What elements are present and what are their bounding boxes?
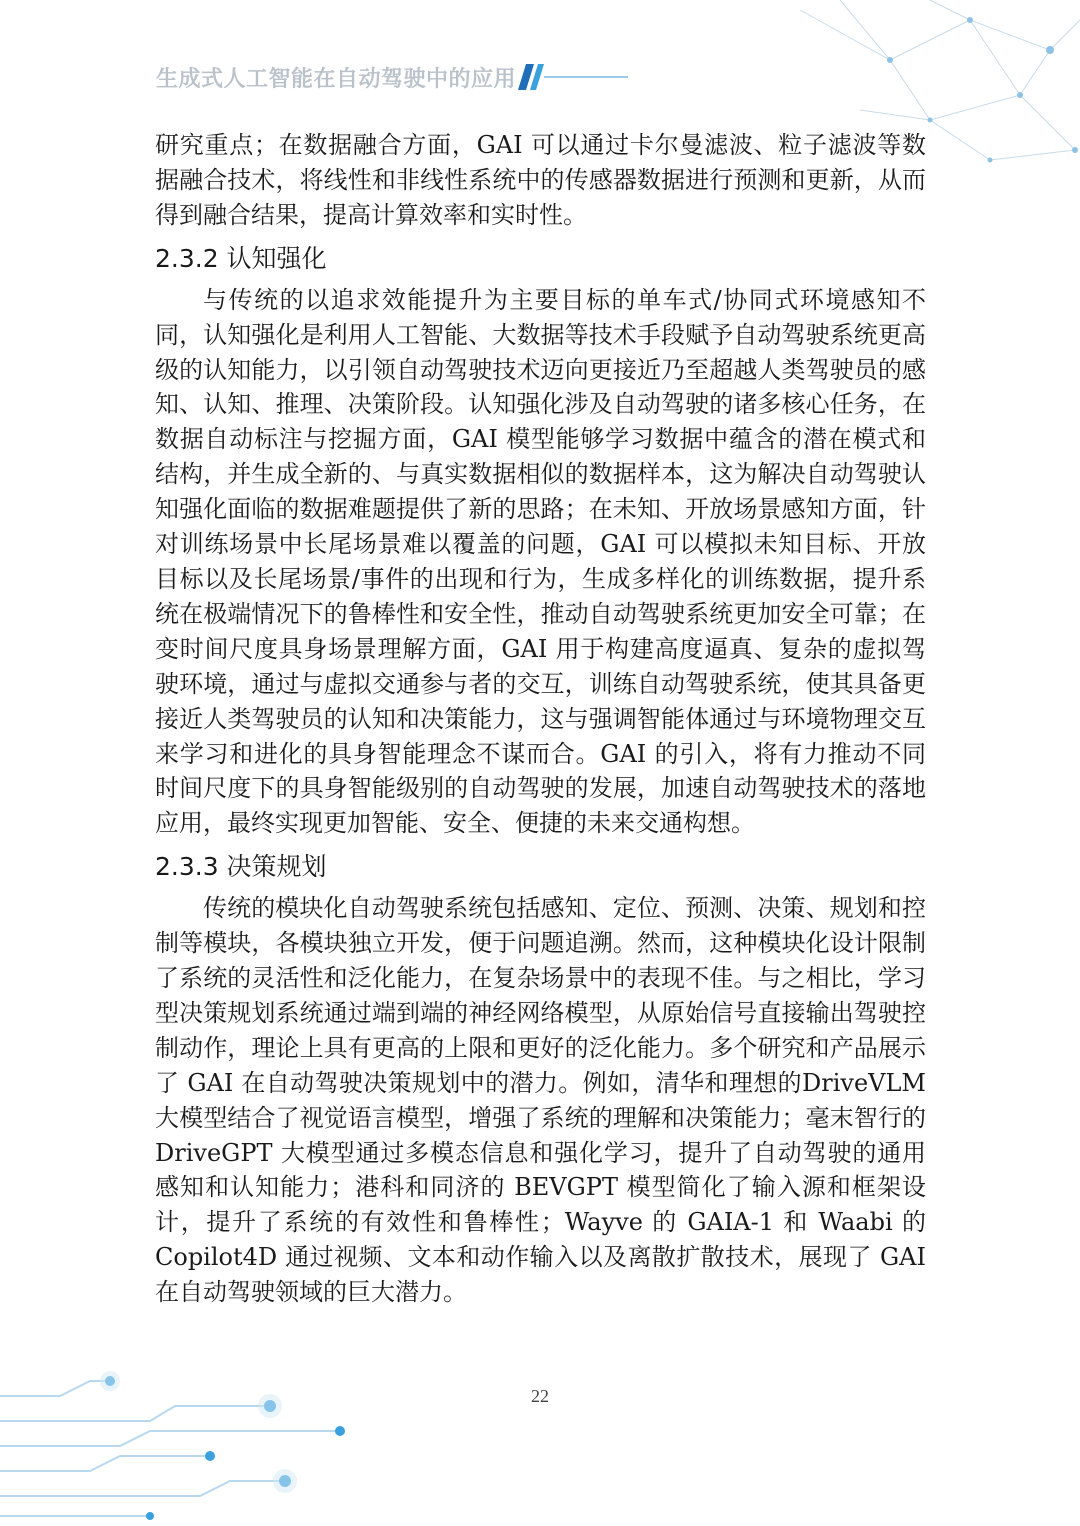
section-heading-2-3-3: 2.3.3 决策规划 <box>155 852 327 882</box>
section-2-3-2-paragraph: 与传统的以追求效能提升为主要目标的单车式/协同式环境感知不同，认知强化是利用人工智能、大数据等技术手段赋予自动驾驶系统更高级的认知能力，以引领自动驾驶技术迈向更接近乃至超越人类驾驶员的感知、认知、推理、决策阶段。认知强化涉及自动驾驶的诸多核心任务，在数据自动标注与挖掘方面，GAI 模型能够学习数据中蕴含的潜在模式和结构，并生成全新的、与真实数据相似的数据样本，这为解决自动驾驶认知强化面临的数据难题提供了新的思路；在未知、开放场景感知方面，针对训练场景中长尾场景难以覆盖的问题，GAI 可以模拟未知目标、开放目标以及长尾场景/事件的出现和行为，生成多样化的训练数据，提升系统在极端情况下的鲁棒性和安全性，推动自动驾驶系统更加安全可靠；在变时间尺度具身场景理解方面，GAI 用于构建高度逼真、复杂的虚拟驾驶环境，通过与虚拟交通参与者的交互，训练自动驾驶系统，使其具备更接近人类驾驶员的认知和决策能力，这与强调智能体通过与环境物理交互来学习和进化的具身智能理念不谋而合。GAI 的引入，将有力推动不同时间尺度下的具身智能级别的自动驾驶的发展，加速自动驾驶技术的落地应用，最终实现更加智能、安全、便捷的未来交通构想。 <box>155 285 926 838</box>
page-body <box>155 128 926 1310</box>
page-number: 22 <box>531 1386 549 1406</box>
section-heading-2-3-2: 2.3.2 认知强化 <box>155 243 327 273</box>
intro-paragraph: 研究重点；在数据融合方面，GAI 可以通过卡尔曼滤波、粒子滤波等数据融合技术，将线性和非线性系统中的传感器数据进行预测和更新，从而得到融合结果，提高计算效率和实时性。 <box>155 131 926 229</box>
section-2-3-3-paragraph: 传统的模块化自动驾驶系统包括感知、定位、预测、决策、规划和控制等模块，各模块独立开发，便于问题追溯。然而，这种模块化设计限制了系统的灵活性和泛化能力，在复杂场景中的表现不佳。与之相比，学习型决策规划系统通过端到端的神经网络模型，从原始信号直接输出驾驶控制动作，理论上具有更高的上限和更好的泛化能力。多个研究和产品展示了 GAI 在自动驾驶决策规划中的潜力。例如，清华和理想的DriveVLM 大模型结合了视觉语言模型，增强了系统的理解和决策能力；毫末智行的 DriveGPT 大模型通过多模态信息和强化学习，提升了自动驾驶的通用感知和认知能力；港科和同济的 BEVGPT 模型简化了输入源和框架设计，提升了系统的有效性和鲁棒性；Wayve 的 GAIA-1 和 Waabi 的 Copilot4D 通过视频、文本和动作输入以及离散扩散技术，展现了 GAI 在自动驾驶领域的巨大潜力。 <box>155 894 926 1307</box>
running-header-title: 生成式人工智能在自动驾驶中的应用 <box>156 67 517 92</box>
circuit-decoration-bottom <box>0 1366 380 1526</box>
header-stripe-decoration <box>510 60 630 94</box>
